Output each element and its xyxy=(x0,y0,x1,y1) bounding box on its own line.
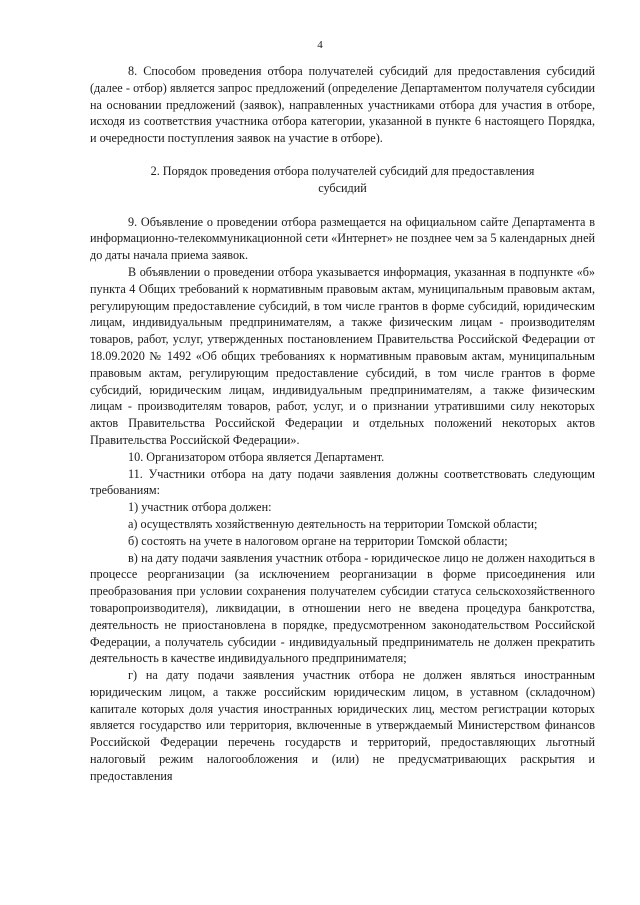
paragraph-11-item-b: б) состоять на учете в налоговом органе на территории Томской области; xyxy=(128,533,508,548)
paragraph-11-item-a: а) осуществлять хозяйственную деятельность на территории Томской области; xyxy=(128,516,538,531)
paragraph-11-item-g: г) на дату подачи заявления участник отбора не должен являться иностранным юридическим лицом, а также российским юридическим лицом, в уставном (складочном) капитале которых доля участия иностранных юридических лиц, местом регистрации которых является государство или территория, включенные в утверждаемый Министерством финансов Российской Федерации перечень государств и территорий, предоставляющих льготный налоговый режим налогообложения и (или) не предусматривающих раскрытия и предоставления xyxy=(90,668,595,783)
paragraph-11-item-1: 1) участник отбора должен: xyxy=(128,500,272,515)
paragraph-9: 9. Объявление о проведении отбора размещается на официальном сайте Департамента в информационно-телекоммуникационной сети «Интернет» не позднее чем за 5 календарных дней до даты начала приема заявок. xyxy=(90,214,595,263)
paragraph-11-item-v: в) на дату подачи заявления участник отбора - юридическое лицо не должен находиться в процессе реорганизации (за исключением реорганизации в форме присоединения или преобразования при условии сохранения получателем субсидии статуса сельскохозяйственного товаропроизводителя), ликвидации, в отношении него не введена процедура банкротства, деятельность не приостановлена в порядке, предусмотренном законодательством Российской Федерации, а получатель субсидии - индивидуальный предприниматель не должен прекратить деятельность в качестве индивидуального предпринимателя; xyxy=(90,550,595,666)
paragraph-10: 10. Организатором отбора является Департамент. xyxy=(128,449,385,464)
page-number: 4 xyxy=(317,39,323,51)
paragraph-8: 8. Способом проведения отбора получателей субсидий для предоставления субсидий (далее - отбор) является запрос предложений (определение Департаментом получателя субсидии на основании предложений (заявок), направленных участниками отбора для участия в отборе, исходя из соответствия участника отбора категории, указанной в пункте 6 настоящего Порядка, и очередности поступления заявок на участие в отборе). xyxy=(90,64,595,146)
paragraph-11: 11. Участники отбора на дату подачи заявления должны соответствовать следующим требованиям: xyxy=(90,466,595,498)
section-heading: 2. Порядок проведения отбора получателей субсидий для предоставления субсидий xyxy=(150,163,535,195)
paragraph-9-info: В объявлении о проведении отбора указывается информация, указанная в подпункте «б» пункта 4 Общих требований к нормативным правовым актам, муниципальным правовым актам, регулирующим предоставление субсидий, в том числе грантов в форме субсидий, юридическим лицам, индивидуальным предпринимателям, а также физическим лицам - производителям товаров, работ, услуг, утвержденных постановлением Правительства Российской Федерации от 18.09.2020 № 1492 «Об общих требованиях к нормативным правовым актам, муниципальным правовым актам, регулирующим предоставление субсидий, в том числе грантов в форме субсидий, юридическим лицам, индивидуальным предпринимателям, а также физическим лицам - производителям товаров, работ, услуг, и о признании утратившими силу некоторых актов Правительства Российской Федерации и отдельных положений некоторых актов Правительства Российской Федерации». xyxy=(90,264,595,447)
document-body xyxy=(90,63,595,785)
